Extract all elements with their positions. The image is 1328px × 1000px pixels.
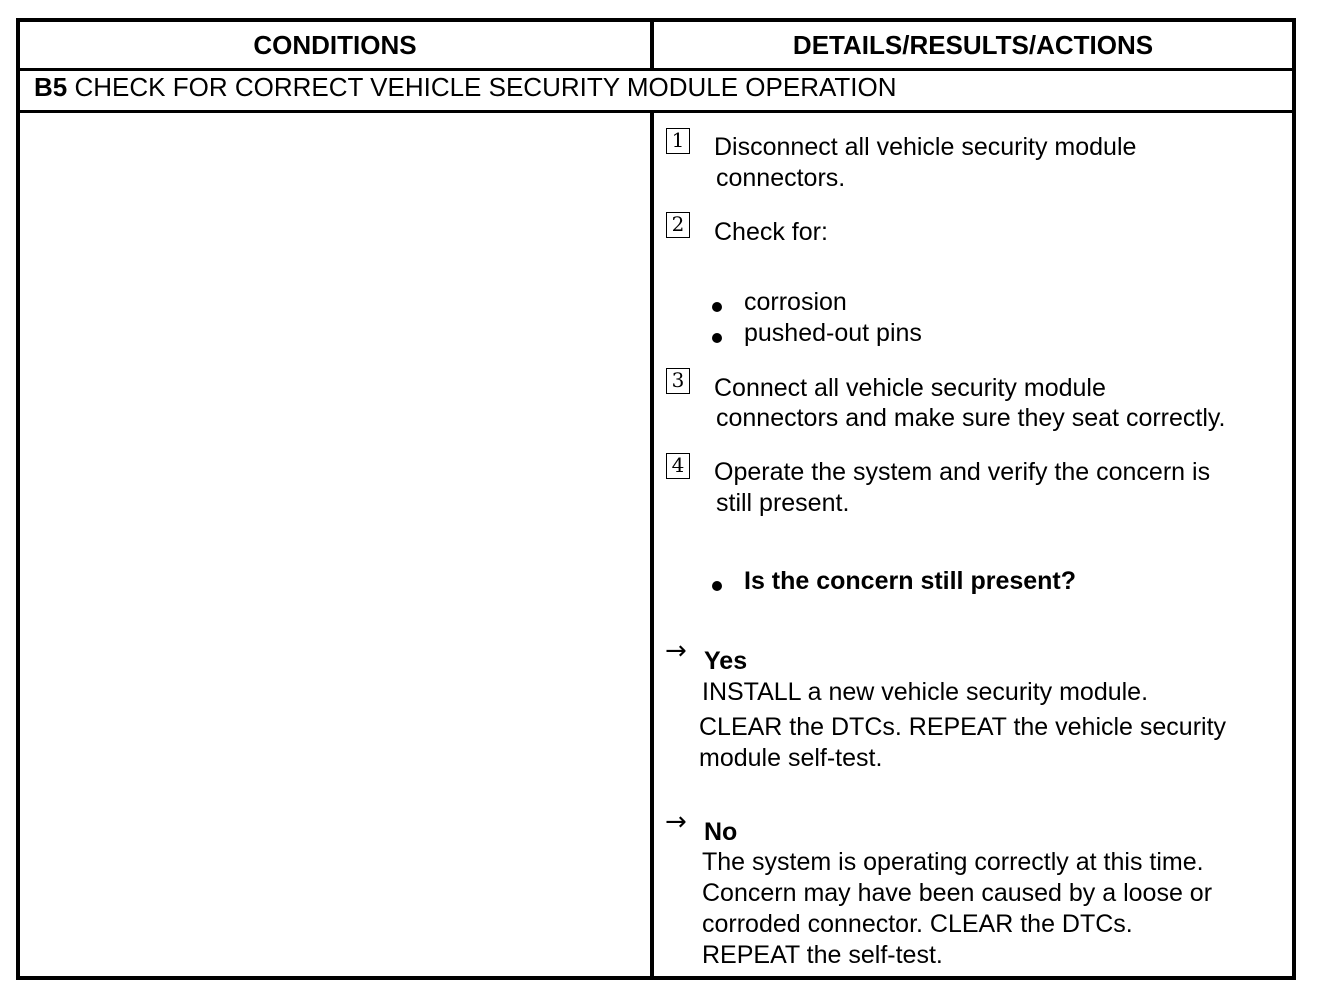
conditions-header: CONDITIONS [253, 30, 417, 60]
step-4-line-2: still present. [716, 489, 850, 517]
step-4-number-box: 4 [666, 453, 690, 479]
section-title-text: CHECK FOR CORRECT VEHICLE SECURITY MODULE OPERATION [74, 72, 897, 102]
no-line-1: The system is operating correctly at this time. [702, 848, 1204, 876]
no-arrow-icon: → [665, 807, 687, 837]
bullet-dot-icon [712, 302, 722, 312]
step-2-line-1: Check for: [714, 218, 828, 246]
step-4-line-1: Operate the system and verify the concern is [714, 458, 1211, 486]
step-2-number-box: 2 [666, 212, 690, 238]
check-item-corrosion: corrosion [744, 288, 847, 316]
step-3-number-box: 3 [666, 368, 690, 394]
step-1-number-box: 1 [666, 128, 690, 154]
section-title [34, 72, 897, 103]
no-line-3: corroded connector. CLEAR the DTCs. [702, 910, 1133, 938]
question-text: Is the concern still present? [744, 567, 1077, 595]
no-line-4: REPEAT the self-test. [702, 941, 943, 969]
step-3-line-2: connectors and make sure they seat correctly. [716, 404, 1226, 432]
column-divider-body [650, 111, 654, 976]
details-header: DETAILS/RESULTS/ACTIONS [792, 30, 1154, 60]
check-item-pushed-out-pins: pushed-out pins [744, 319, 922, 347]
no-label: No [704, 818, 738, 846]
yes-line-2: CLEAR the DTCs. REPEAT the vehicle security [699, 713, 1227, 741]
step-3-line-1: Connect all vehicle security module [714, 374, 1106, 402]
section-code: B5 [34, 72, 68, 102]
no-line-2: Concern may have been caused by a loose or [702, 879, 1213, 907]
yes-arrow-icon: → [665, 636, 687, 666]
bullet-dot-icon [712, 581, 722, 591]
bullet-dot-icon [712, 333, 722, 343]
step-1-line-1: Disconnect all vehicle security module [714, 133, 1137, 161]
header-divider [20, 68, 1292, 71]
diagnostic-table [16, 18, 1296, 980]
yes-line-1: INSTALL a new vehicle security module. [702, 678, 1149, 706]
yes-line-3: module self-test. [699, 744, 883, 772]
step-1-line-2: connectors. [716, 164, 846, 192]
section-divider [20, 110, 1292, 113]
yes-label: Yes [704, 647, 748, 675]
